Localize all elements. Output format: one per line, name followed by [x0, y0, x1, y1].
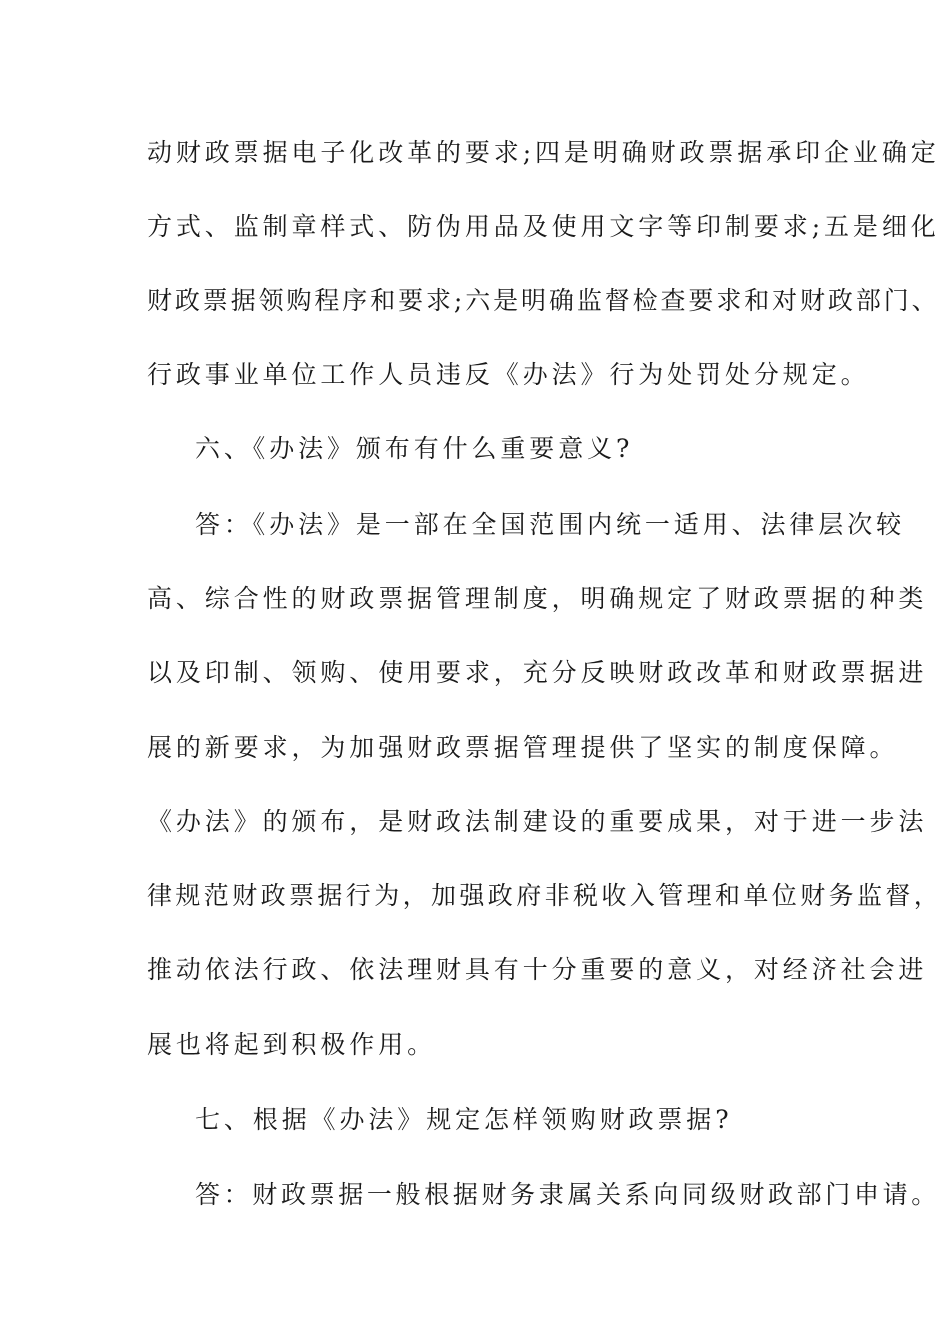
paragraph-line: 推动依法行政、依法理财具有十分重要的意义，对经济社会进: [147, 955, 928, 984]
paragraph-line: 《办法》的颁布，是财政法制建设的重要成果，对于进一步法: [147, 807, 928, 836]
question-heading: 七、根据《办法》规定怎样领购财政票据?: [195, 1105, 733, 1134]
paragraph-line: 展也将起到积极作用。: [147, 1030, 437, 1059]
question-heading: 六、《办法》颁布有什么重要意义?: [195, 434, 634, 463]
paragraph-line: 财政票据领购程序和要求;六是明确监督检查要求和对财政部门、: [147, 286, 940, 315]
answer-line: 答：财政票据一般根据财务隶属关系向同级财政部门申请。: [195, 1180, 940, 1209]
paragraph-line: 方式、监制章样式、防伪用品及使用文字等印制要求;五是细化: [147, 212, 940, 241]
paragraph-line: 以及印制、领购、使用要求，充分反映财政改革和财政票据进: [147, 658, 928, 687]
paragraph-line: 高、综合性的财政票据管理制度，明确规定了财政票据的种类: [147, 584, 928, 613]
answer-line: 答：《办法》是一部在全国范围内统一适用、法律层次较: [195, 510, 906, 539]
paragraph-line: 律规范财政票据行为，加强政府非税收入管理和单位财务监督，: [147, 881, 943, 910]
paragraph-line: 行政事业单位工作人员违反《办法》行为处罚处分规定。: [147, 360, 870, 389]
paragraph-line: 展的新要求，为加强财政票据管理提供了坚实的制度保障。: [147, 733, 899, 762]
paragraph-line: 动财政票据电子化改革的要求;四是明确财政票据承印企业确定: [147, 138, 940, 167]
